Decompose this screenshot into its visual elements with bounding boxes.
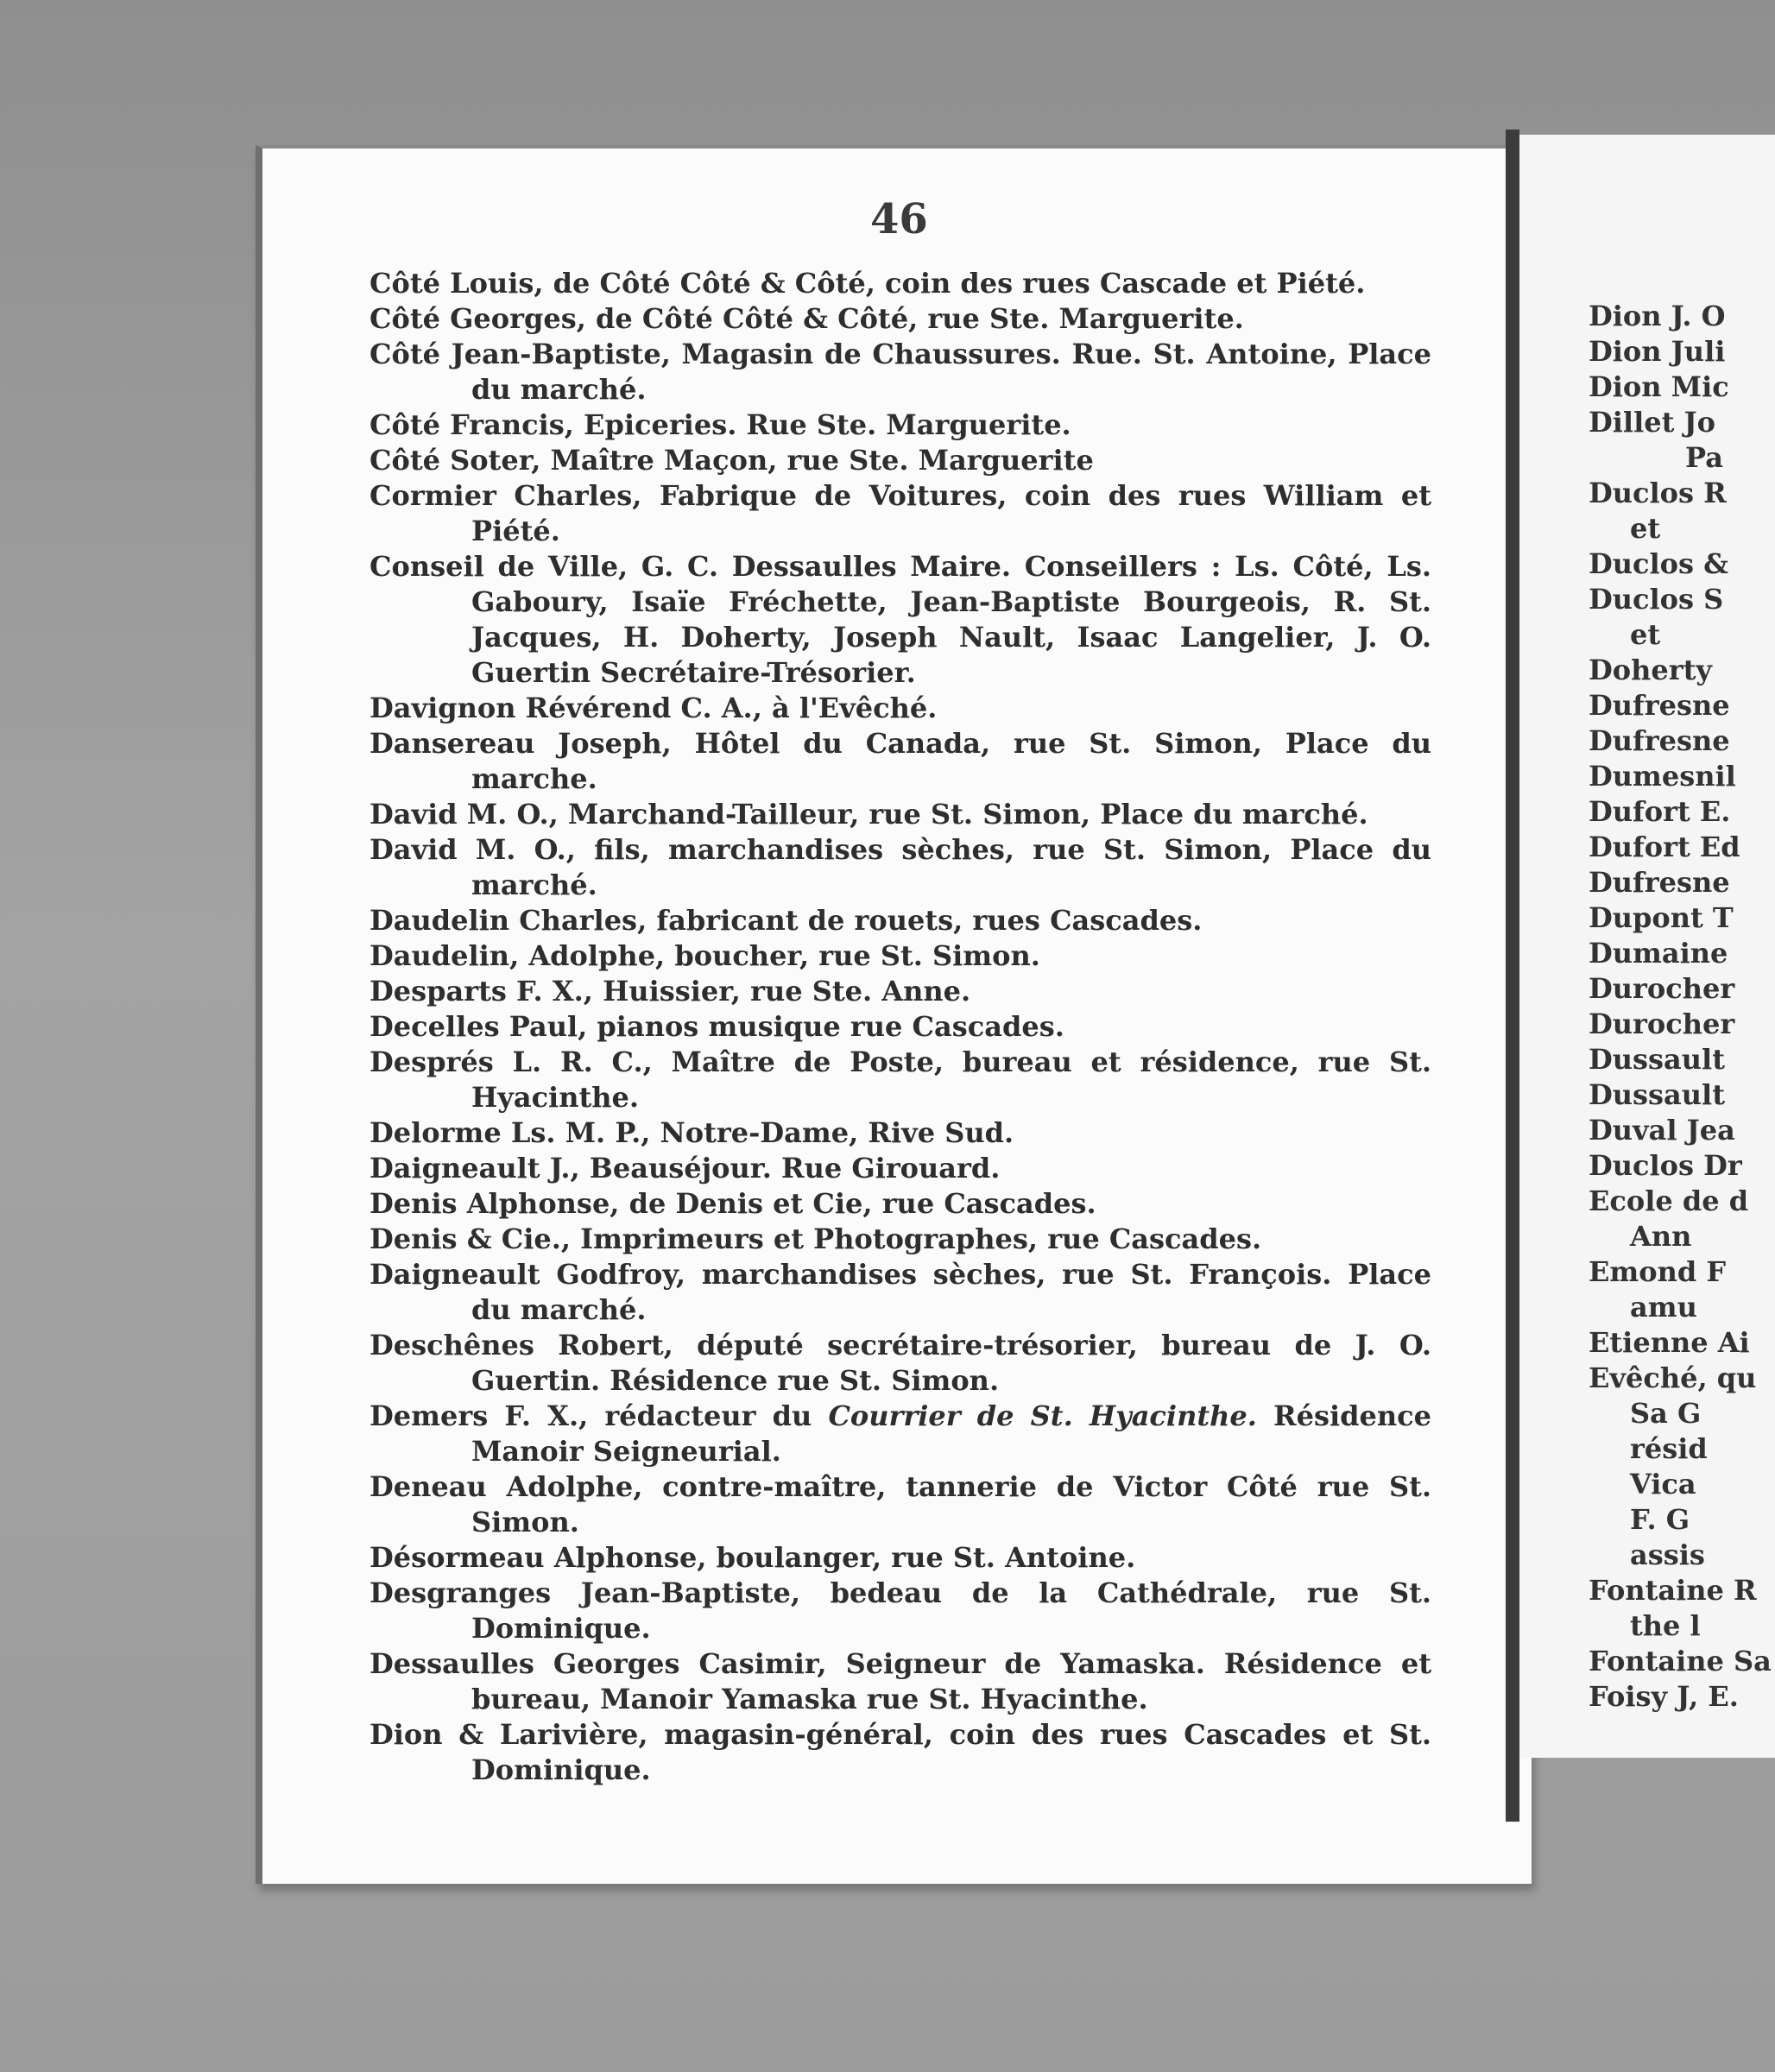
right-page-entry: Duclos & [1589,547,1729,580]
right-page-entry: Dufort Ed [1589,831,1740,863]
right-page-entry: Dillet Jo [1589,406,1715,439]
directory-entry: Demers F. X., rédacteur du Courrier de St. Hyacinthe. Résidence Manoir Seigneurial. [370,1399,1431,1468]
right-page-entry: résid [1630,1432,1708,1465]
right-page-entry: Duval Jea [1589,1114,1735,1147]
directory-entry: Delorme Ls. M. P., Notre-Dame, Rive Sud. [370,1116,1014,1149]
right-page-entry: Vica [1630,1468,1696,1500]
book-gutter [1506,130,1519,1822]
directory-entry: Daigneault J., Beauséjour. Rue Girouard. [370,1152,1001,1184]
right-page-entry: Fontaine R [1589,1574,1757,1607]
right-page-entry: Dumesnil [1589,760,1736,793]
directory-entry: David M. O., fils, marchandises sèches, rue St. Simon, Place du marché. [370,833,1431,901]
directory-entry: Després L. R. C., Maître de Poste, bureau et résidence, rue St. Hyacinthe. [370,1045,1431,1114]
directory-entry: Côté Georges, de Côté Côté & Côté, rue Ste. Marguerite. [370,302,1244,335]
right-page-entry: et [1630,512,1661,545]
right-page-entry: Pa [1685,441,1723,474]
directory-entry: Dion & Larivière, magasin-général, coin des rues Cascades et St. Dominique. [370,1718,1431,1786]
right-page-entry: Durocher [1589,972,1735,1005]
directory-entry: Daigneault Godfroy, marchandises sèches, rue St. François. Place du marché. [370,1258,1431,1326]
right-page-entry: Dion Juli [1589,335,1726,368]
directory-entry: Denis Alphonse, de Denis et Cie, rue Cascades. [370,1187,1096,1220]
directory-entry: Daudelin, Adolphe, boucher, rue St. Simon. [370,939,1040,972]
right-page-entry: amu [1630,1291,1697,1323]
right-page-entry: assis [1630,1538,1705,1571]
right-page-entry: Dufort E. [1589,795,1731,828]
directory-entry: Desgranges Jean-Baptiste, bedeau de la Cathédrale, rue St. Dominique. [370,1576,1431,1645]
right-page-entry: Dupont T [1589,901,1734,934]
right-page-entry: Duclos Dr [1589,1149,1742,1182]
directory-entry: Conseil de Ville, G. C. Dessaulles Maire. Conseillers : Ls. Côté, Ls. Gaboury, Isaïe Fréchette, Jean-Baptiste Bourgeois, R. St. Jacques, H. Doherty, Joseph Nault, Isaac Langelier, J. O. Guertin Secrétaire-Trésorier. [370,550,1431,689]
right-page-entry: Evêché, qu [1589,1361,1757,1394]
directory-entry: Deneau Adolphe, contre-maître, tannerie de Victor Côté rue St. Simon. [370,1470,1431,1538]
directory-entry: Decelles Paul, pianos musique rue Cascades. [370,1010,1064,1043]
right-page-entry: Ann [1630,1220,1692,1253]
right-page-entry: Sa G [1630,1397,1702,1430]
directory-entries [370,266,1431,1788]
right-page-entry: Dufresne [1589,689,1730,722]
right-page-entry: et [1630,618,1661,651]
right-page-entry: Dion J. O [1589,300,1726,332]
right-page-entry: Dussault [1589,1043,1725,1076]
directory-entry: Côté Francis, Epiceries. Rue Ste. Marguerite. [370,408,1071,441]
right-page-entries [1589,299,1775,1715]
right-page-entry: F. G [1630,1503,1690,1536]
directory-entry: Dansereau Joseph, Hôtel du Canada, rue St. Simon, Place du marche. [370,727,1431,795]
right-page-entry: Etienne Ai [1589,1326,1750,1359]
right-page-entry: Durocher [1589,1008,1735,1040]
page-number: 46 [870,195,928,243]
right-page-entry: Fontaine Sa [1589,1645,1772,1677]
directory-entry: Désormeau Alphonse, boulanger, rue St. Antoine. [370,1541,1136,1574]
right-page-entry: Ecole de d [1589,1184,1749,1217]
directory-entry: Desparts F. X., Huissier, rue Ste. Anne. [370,975,971,1008]
directory-entry: David M. O., Marchand-Tailleur, rue St. Simon, Place du marché. [370,798,1368,831]
right-page-entry: Dumaine [1589,937,1728,970]
right-page-entry: Duclos R [1589,477,1727,509]
right-page-entry: Dufresne [1589,866,1730,899]
directory-entry: Côté Jean-Baptiste, Magasin de Chaussures. Rue. St. Antoine, Place du marché. [370,338,1431,406]
right-page-entry: Emond F [1589,1255,1727,1288]
right-page-entry: Dion Mic [1589,370,1729,403]
right-page-entry: Foisy J, E. [1589,1680,1739,1713]
directory-entry: Dessaulles Georges Casimir, Seigneur de Yamaska. Résidence et bureau, Manoir Yamaska rue St. Hyacinthe. [370,1647,1431,1715]
directory-entry: Côté Louis, de Côté Côté & Côté, coin des rues Cascade et Piété. [370,267,1366,300]
directory-entry: Davignon Révérend C. A., à l'Evêché. [370,692,938,724]
right-page-entry: Duclos S [1589,583,1724,616]
directory-entry: Deschênes Robert, député secrétaire-trésorier, bureau de J. O. Guertin. Résidence rue St. Simon. [370,1329,1431,1397]
right-page-entry: Dussault [1589,1078,1725,1111]
right-page-entry: Doherty [1589,654,1712,686]
right-page-entry: Dufresne [1589,724,1730,757]
directory-entry: Côté Soter, Maître Maçon, rue Ste. Marguerite [370,444,1094,477]
directory-entry: Denis & Cie., Imprimeurs et Photographes, rue Cascades. [370,1222,1262,1255]
right-page-entry: the l [1630,1609,1701,1642]
directory-entry: Cormier Charles, Fabrique de Voitures, coin des rues William et Piété. [370,479,1431,547]
directory-entry: Daudelin Charles, fabricant de rouets, rues Cascades. [370,904,1203,937]
